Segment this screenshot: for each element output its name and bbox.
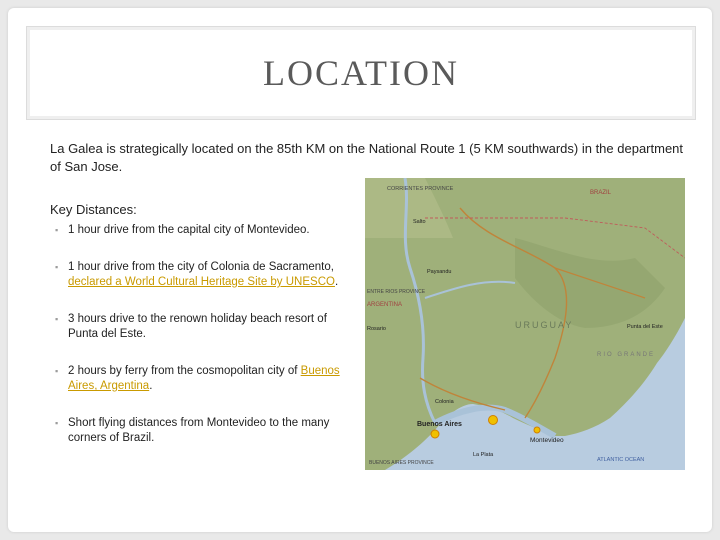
- map-label-la-plata: La Plata: [473, 452, 494, 458]
- bullet-icon: ▪: [55, 262, 59, 272]
- map-label-uruguay: URUGUAY: [515, 320, 574, 330]
- list-item: [55, 364, 347, 394]
- map-label-argentina: ARGENTINA: [367, 302, 403, 308]
- key-distances-list: [55, 220, 347, 446]
- bullet-text: 1 hour drive from the city of Colonia de Sacramento,: [68, 261, 334, 273]
- buenos-aires-link[interactable]: Buenos Aires, Argentina: [68, 365, 340, 392]
- list-item: [55, 260, 347, 290]
- map-label-brazil: BRAZIL: [590, 190, 612, 196]
- bullet-text-end: .: [334, 276, 339, 288]
- map-label-corrientes: CORRIENTES PROVINCE: [387, 186, 454, 192]
- bullet-icon: ▪: [55, 366, 59, 376]
- bullet-text: 3 hours drive to the renown holiday beach resort of Punta del Este.: [68, 313, 327, 340]
- map-label-paysandu: Paysandu: [427, 269, 452, 275]
- map-label-entre-rios: ENTRE RIOS PROVINCE: [367, 289, 426, 295]
- bullet-text: 1 hour drive from the capital city of Montevideo.: [68, 224, 310, 236]
- map-label-punta: Punta del Este: [627, 324, 663, 330]
- map-label-montevideo: Montevideo: [530, 437, 564, 444]
- buenos-aires-marker: [431, 430, 439, 438]
- list-item: [55, 312, 347, 342]
- intro-paragraph: La Galea is strategically located on the 85th KM on the National Route 1 (5 KM southwards) in the department of San Jose.: [50, 141, 684, 174]
- map-label-buenos-aires-province: BUENOS AIRES PROVINCE: [369, 460, 434, 466]
- unesco-link[interactable]: declared a World Cultural Heritage Site by UNESCO: [68, 276, 335, 288]
- map-label-colonia: Colonia: [435, 399, 454, 405]
- la-galea-marker: [489, 416, 498, 425]
- key-distances-heading: Key Distances:: [50, 202, 137, 217]
- page-title: LOCATION: [263, 53, 459, 93]
- map-label-rosario: Rosario: [367, 326, 386, 332]
- bullet-icon: ▪: [55, 418, 59, 428]
- montevideo-marker: [534, 427, 540, 433]
- title-box: [26, 26, 696, 120]
- map-label-buenos-aires: Buenos Aires: [417, 421, 462, 428]
- map-label-atlantic: ATLANTIC OCEAN: [597, 457, 645, 463]
- map-label-salto: Salto: [413, 219, 426, 225]
- bullet-text-end: .: [149, 380, 153, 392]
- bullet-icon: ▪: [55, 314, 59, 324]
- bullet-text: 2 hours by ferry from the cosmopolitan city of: [68, 365, 301, 377]
- list-item: [55, 223, 347, 238]
- map-label-rio-grande: RIO GRANDE: [597, 352, 656, 358]
- bullet-icon: ▪: [55, 225, 59, 235]
- map-graphic: [365, 178, 685, 470]
- list-item: [55, 416, 347, 446]
- location-map: [365, 178, 685, 470]
- bullet-text: Short flying distances from Montevideo to the many corners of Brazil.: [68, 417, 330, 444]
